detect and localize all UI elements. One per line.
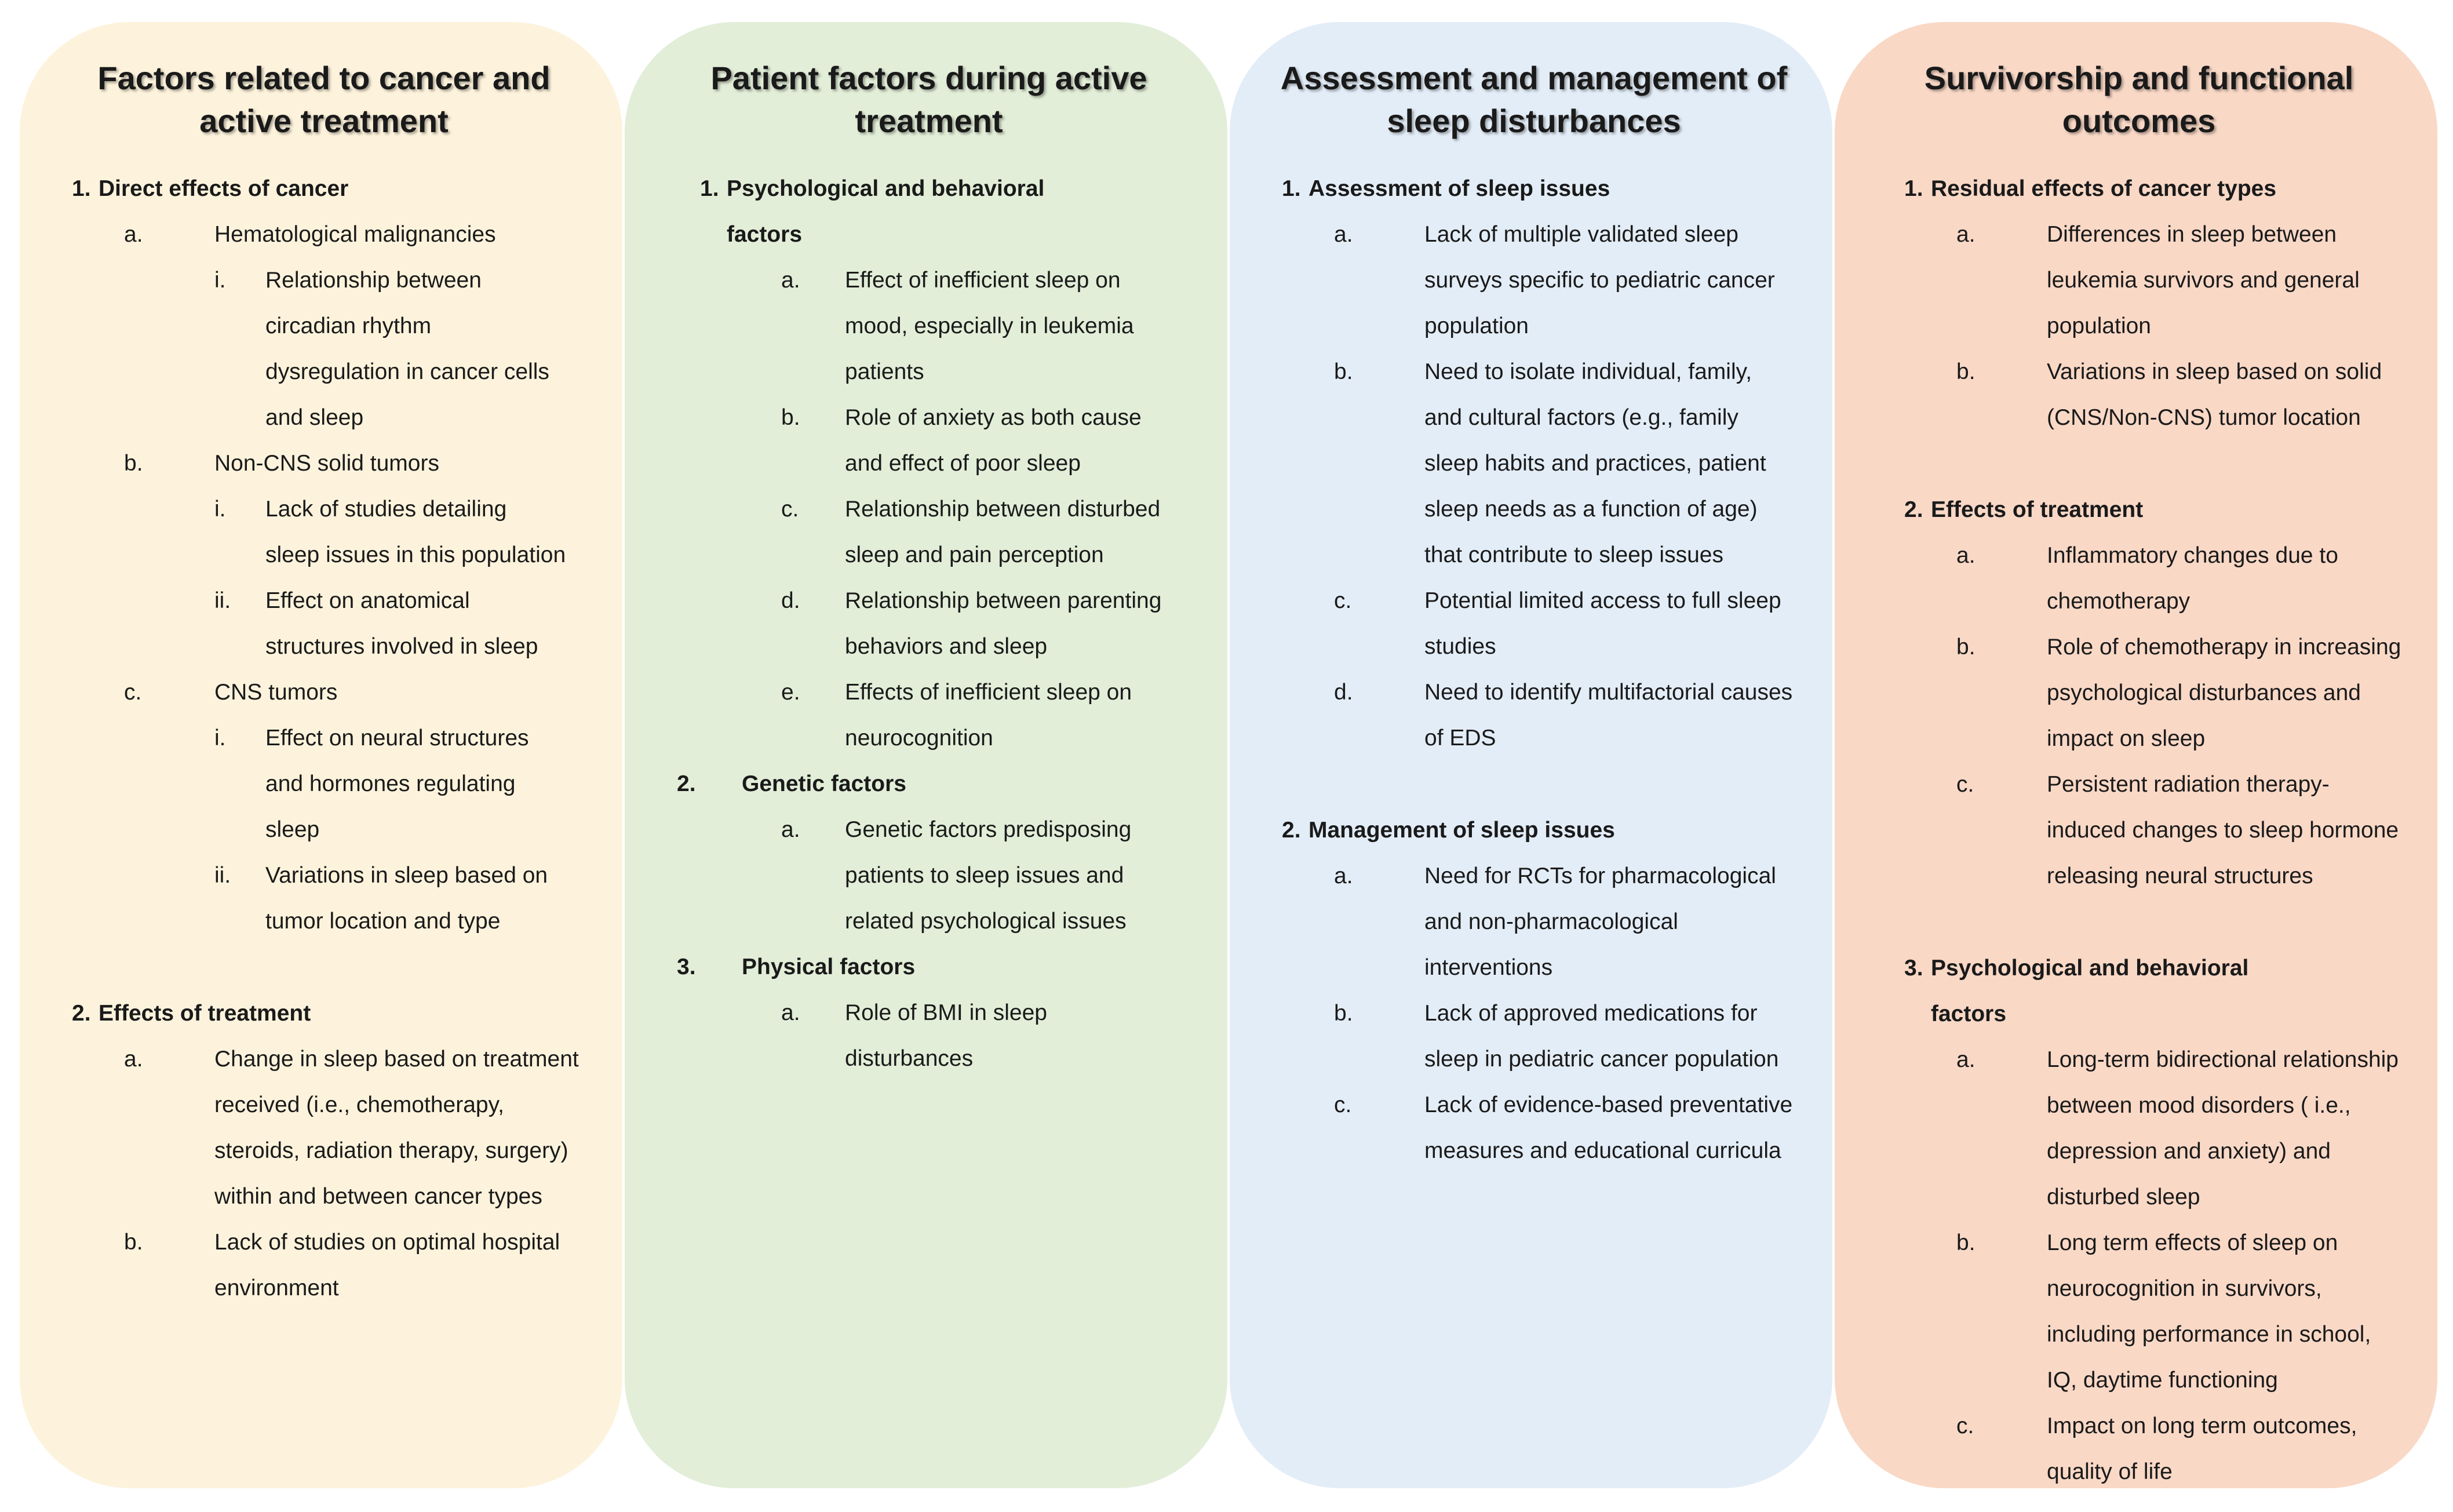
column-title: Factors related to cancer and active treatment	[97, 60, 551, 139]
sub-list-item	[214, 852, 588, 944]
list-item-text: Inflammatory changes due to chemotherapy	[2047, 543, 2338, 614]
list-item-text: Differences in sleep between leukemia survivors and general population	[2047, 222, 2360, 338]
sub-list-item-text: Lack of studies detailing sleep issues in this population	[265, 497, 566, 567]
section-number: 1.	[1282, 176, 1301, 201]
sub-list-item-text: Effect on neural structures and hormones regulating sleep	[265, 726, 529, 842]
section-label: Management of sleep issues	[1308, 818, 1615, 843]
list-item	[781, 486, 1193, 578]
section	[1282, 166, 1798, 761]
list-item-marker: a.	[1334, 864, 1353, 888]
section-heading	[72, 990, 588, 1036]
section	[1887, 166, 2403, 440]
section-number: 2.	[1904, 497, 1923, 522]
section-number: 3.	[677, 954, 696, 979]
sub-list-item	[214, 486, 588, 578]
section-label: Direct effects of cancer	[99, 176, 349, 201]
column-title: Patient factors during active treatment	[710, 60, 1147, 139]
section-label: Psychological and behavioral factors	[727, 176, 1045, 247]
sub-list-item	[214, 257, 588, 440]
list-item-text: CNS tumors	[214, 680, 338, 705]
list-item-text: Lack of multiple validated sleep surveys specific to pediatric cancer population	[1424, 222, 1775, 338]
section-heading	[1904, 945, 2403, 1037]
list-item	[1956, 349, 2403, 440]
list-item	[124, 669, 588, 715]
list-item-text: Hematological malignancies	[214, 222, 496, 247]
list-item	[1334, 1082, 1798, 1174]
section-heading	[1904, 166, 2403, 212]
list-item-text: Impact on long term outcomes, quality of life	[2047, 1413, 2357, 1484]
list-item-text: Long term effects of sleep on neurocognition in survivors, including performance in school, IQ, daytime functioning	[2047, 1230, 2371, 1393]
section-number: 2.	[72, 1001, 91, 1026]
list-item-text: Role of BMI in sleep disturbances	[845, 1000, 1048, 1071]
list-item-marker: a.	[1956, 543, 1975, 568]
list-item-marker: a.	[781, 817, 800, 842]
sub-list-item-marker: i.	[214, 268, 226, 293]
sub-list-item-text: Variations in sleep based on tumor location and type	[265, 863, 548, 934]
section	[72, 990, 588, 1311]
list-item	[1956, 533, 2403, 624]
section-heading	[677, 761, 1193, 807]
section-number: 2.	[677, 771, 696, 796]
section	[677, 166, 1193, 761]
list-item-marker: c.	[781, 497, 799, 522]
section-number: 2.	[1282, 818, 1301, 843]
section-heading	[1282, 807, 1798, 853]
list-item	[1956, 1220, 2403, 1403]
list-item	[781, 257, 1193, 395]
list-item-text: Persistent radiation therapy-induced changes to sleep hormone releasing neural structures	[2047, 772, 2399, 888]
column-assessment-management	[1230, 22, 1832, 1488]
list-item	[1956, 212, 2403, 349]
sub-list-item-marker: ii.	[214, 588, 231, 613]
list-item-marker: d.	[781, 588, 800, 613]
section-heading	[1282, 166, 1798, 212]
sub-list-item	[214, 578, 588, 669]
column-title: Assessment and management of sleep disturbances	[1280, 60, 1788, 139]
list-item-marker: c.	[124, 680, 142, 705]
list-item	[1334, 349, 1798, 578]
list-item	[1334, 669, 1798, 761]
list-item-text: Potential limited access to full sleep studies	[1424, 588, 1781, 659]
section-heading	[700, 166, 1193, 257]
list-item-marker: c.	[1334, 1092, 1352, 1117]
section-number: 3.	[1904, 956, 1923, 981]
section-number: 1.	[1904, 176, 1923, 201]
list-item-marker: c.	[1334, 588, 1352, 613]
list-item-marker: a.	[124, 222, 143, 247]
list-item	[781, 807, 1193, 944]
list-item-text: Lack of approved medications for sleep in pediatric cancer population	[1424, 1001, 1779, 1072]
section-label: Psychological and behavioral factors	[1931, 956, 2249, 1026]
list-item-marker: b.	[1956, 359, 1975, 384]
list-item-marker: d.	[1334, 680, 1353, 705]
section-label: Effects of treatment	[1931, 497, 2144, 522]
list-item-text: Variations in sleep based on solid (CNS/Non-CNS) tumor location	[2047, 359, 2382, 430]
list-item-text: Role of anxiety as both cause and effect of poor sleep	[845, 405, 1142, 476]
column-survivorship-outcomes	[1835, 22, 2437, 1488]
list-item-marker: b.	[1956, 635, 1975, 660]
list-item-marker: a.	[1956, 1047, 1975, 1072]
section-label: Physical factors	[742, 954, 916, 979]
list-item-text: Effects of inefficient sleep on neurocognition	[845, 680, 1132, 750]
list-item-marker: b.	[1956, 1230, 1975, 1255]
list-item-marker: a.	[1334, 222, 1353, 247]
list-item-text: Relationship between disturbed sleep and pain perception	[845, 497, 1161, 567]
list-item-marker: b.	[124, 1230, 143, 1255]
section-number: 1.	[700, 176, 719, 201]
list-item	[124, 440, 588, 486]
list-item	[1334, 212, 1798, 349]
column-title: Survivorship and functional outcomes	[1924, 60, 2354, 139]
list-item-marker: a.	[1956, 222, 1975, 247]
list-item	[124, 1036, 588, 1219]
section-label: Assessment of sleep issues	[1308, 176, 1610, 201]
list-item	[781, 990, 1193, 1081]
list-item-text: Role of chemotherapy in increasing psychological disturbances and impact on sleep	[2047, 635, 2401, 751]
list-item-text: Long-term bidirectional relationship between mood disorders ( i.e., depression and anxiety) and disturbed sleep	[2047, 1047, 2399, 1209]
list-item	[781, 669, 1193, 761]
list-item	[1956, 762, 2403, 899]
list-item-text: Relationship between parenting behaviors and sleep	[845, 588, 1162, 659]
column-cancer-treatment-factors	[20, 22, 622, 1488]
list-item	[1956, 1037, 2403, 1220]
list-item-text: Need to identify multifactorial causes of EDS	[1424, 680, 1793, 750]
section	[72, 166, 588, 944]
sub-list-item-text: Relationship between circadian rhythm dysregulation in cancer cells and sleep	[265, 268, 549, 430]
list-item-marker: b.	[1334, 1001, 1353, 1026]
list-item-marker: a.	[124, 1047, 143, 1072]
list-item	[1334, 990, 1798, 1082]
sub-list-item-text: Effect on anatomical structures involved in sleep	[265, 588, 538, 659]
list-item-text: Non-CNS solid tumors	[214, 451, 439, 476]
sub-list-item-marker: i.	[214, 497, 226, 522]
list-item-marker: b.	[1334, 359, 1353, 384]
section-label: Residual effects of cancer types	[1931, 176, 2277, 201]
list-item	[1334, 578, 1798, 669]
list-item-text: Need for RCTs for pharmacological and non-pharmacological interventions	[1424, 864, 1776, 980]
list-item	[124, 212, 588, 257]
list-item-text: Effect of inefficient sleep on mood, especially in leukemia patients	[845, 268, 1134, 384]
list-item-marker: c.	[1956, 772, 1974, 797]
list-item-marker: c.	[1956, 1413, 1974, 1438]
list-item-text: Change in sleep based on treatment received (i.e., chemotherapy, steroids, radiation therapy, surgery) within and between cancer types	[214, 1047, 579, 1209]
list-item-text: Genetic factors predisposing patients to sleep issues and related psychological issues	[845, 817, 1132, 934]
sub-list-item-marker: i.	[214, 726, 226, 750]
section	[1282, 807, 1798, 1174]
section-number: 1.	[72, 176, 91, 201]
column-patient-factors	[625, 22, 1227, 1488]
list-item	[124, 1219, 588, 1311]
list-item	[781, 395, 1193, 486]
section	[677, 761, 1193, 944]
list-item-marker: a.	[781, 1000, 800, 1025]
list-item-text: Lack of studies on optimal hospital environment	[214, 1230, 560, 1300]
section-heading	[677, 944, 1193, 990]
list-item	[1956, 1403, 2403, 1495]
section-heading	[72, 166, 588, 212]
sub-list-item-marker: ii.	[214, 863, 231, 888]
list-item	[781, 578, 1193, 669]
section-heading	[1904, 487, 2403, 533]
section	[677, 944, 1193, 1081]
list-item-marker: a.	[781, 268, 800, 293]
section	[1887, 487, 2403, 899]
section-label: Effects of treatment	[99, 1001, 311, 1026]
section-label: Genetic factors	[742, 771, 906, 796]
list-item-text: Lack of evidence-based preventative measures and educational curricula	[1424, 1092, 1793, 1163]
section	[1887, 945, 2403, 1495]
list-item	[1956, 624, 2403, 762]
list-item-text: Need to isolate individual, family, and cultural factors (e.g., family sleep habits and practices, patient sleep needs as a function of age) that contribute to sleep issues	[1424, 359, 1766, 567]
list-item	[1334, 853, 1798, 990]
list-item-marker: b.	[781, 405, 800, 430]
list-item-marker: e.	[781, 680, 800, 705]
list-item-marker: b.	[124, 451, 143, 476]
sub-list-item	[214, 715, 588, 852]
